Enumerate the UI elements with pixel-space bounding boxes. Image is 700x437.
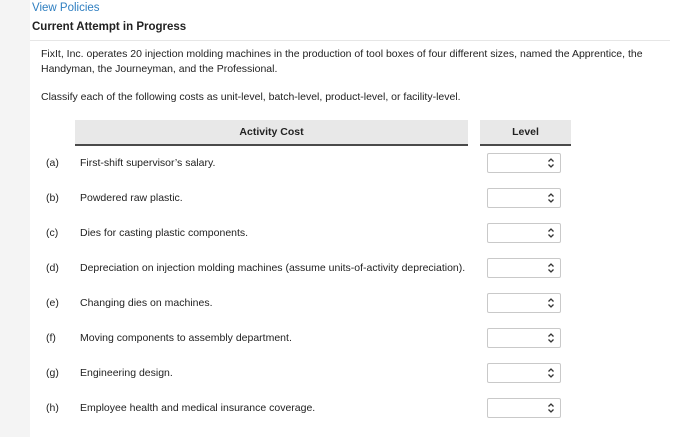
level-select[interactable] xyxy=(487,293,561,313)
activity-cost-header: Activity Cost xyxy=(75,120,468,144)
up-down-chevron-icon xyxy=(547,367,555,379)
activity-description: Powdered raw plastic. xyxy=(80,191,183,204)
activity-description: Moving components to assembly department. xyxy=(80,331,292,344)
level-select[interactable] xyxy=(487,188,561,208)
table-row xyxy=(41,215,571,250)
table-row xyxy=(41,355,571,390)
row-letter: (c) xyxy=(46,226,59,239)
up-down-chevron-icon xyxy=(547,402,555,414)
table-row xyxy=(41,145,571,180)
attempt-status: Current Attempt in Progress xyxy=(32,21,187,33)
activity-description: Employee health and medical insurance coverage. xyxy=(80,401,316,414)
activity-description: Changing dies on machines. xyxy=(80,296,213,309)
up-down-chevron-icon xyxy=(547,157,555,169)
table-row xyxy=(41,320,571,355)
level-select[interactable] xyxy=(487,328,561,348)
up-down-chevron-icon xyxy=(547,332,555,344)
activity-description: Depreciation on injection molding machines (assume units-of-activity depreciation). xyxy=(80,261,466,274)
activity-description: First-shift supervisor’s salary. xyxy=(80,156,216,169)
level-select[interactable] xyxy=(487,153,561,173)
row-letter: (h) xyxy=(46,401,59,414)
level-select[interactable] xyxy=(487,258,561,278)
row-letter: (e) xyxy=(46,296,59,309)
row-letter: (d) xyxy=(46,261,59,274)
up-down-chevron-icon xyxy=(547,227,555,239)
level-select[interactable] xyxy=(487,363,561,383)
up-down-chevron-icon xyxy=(547,262,555,274)
table-row xyxy=(41,250,571,285)
activity-description: Engineering design. xyxy=(80,366,173,379)
level-select[interactable] xyxy=(487,398,561,418)
row-letter: (g) xyxy=(46,366,59,379)
question-instruction: Classify each of the following costs as unit-level, batch-level, product-level, or facility-level. xyxy=(41,91,461,103)
row-letter: (f) xyxy=(46,331,56,344)
view-policies-link[interactable]: View Policies xyxy=(32,2,100,14)
level-header: Level xyxy=(480,120,571,144)
level-select[interactable] xyxy=(487,223,561,243)
table-row xyxy=(41,180,571,215)
header-divider xyxy=(30,40,670,41)
question-intro: FixIt, Inc. operates 20 injection molding machines in the production of tool boxes of four different sizes, named the Apprentice, the Handyman, the Journeyman, and the Professional. xyxy=(41,48,643,75)
table-row xyxy=(41,390,571,425)
up-down-chevron-icon xyxy=(547,192,555,204)
row-letter: (b) xyxy=(46,191,59,204)
up-down-chevron-icon xyxy=(547,297,555,309)
row-letter: (a) xyxy=(46,156,59,169)
table-row xyxy=(41,285,571,320)
activity-description: Dies for casting plastic components. xyxy=(80,226,249,239)
